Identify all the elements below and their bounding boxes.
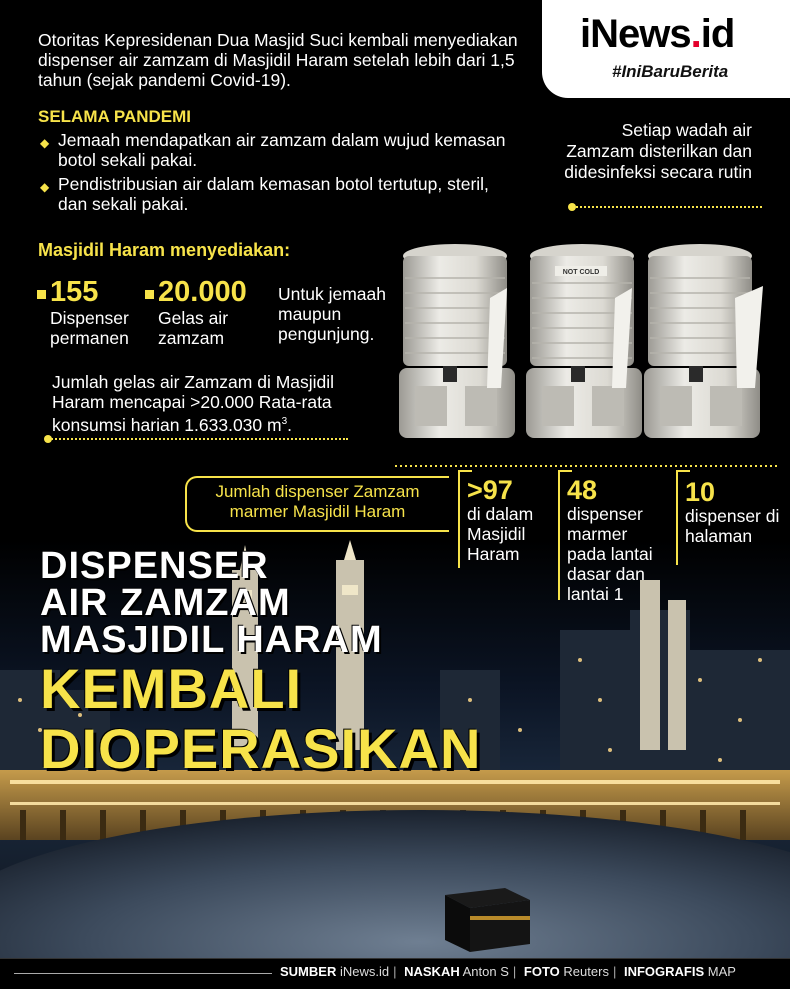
pandemic-heading: SELAMA PANDEMI <box>38 107 191 126</box>
dispenser-images <box>395 238 780 473</box>
total-consumption-text <box>52 372 352 435</box>
logo-dot: . <box>690 12 701 56</box>
credit-separator: | <box>393 964 397 979</box>
dispenser-1-icon <box>399 244 515 438</box>
footer-rule <box>14 973 272 974</box>
stat-dispenser-value: 155 <box>50 276 99 308</box>
headline-line-1: DISPENSER <box>40 545 269 587</box>
list-item <box>38 174 508 214</box>
credit-photo-value: Reuters <box>563 964 609 979</box>
list-item-text: Pendistribusian air dalam kemasan botol tertutup, steril, dan sekali pakai. <box>58 174 489 214</box>
marble-column-1-cap <box>458 470 472 472</box>
diamond-bullet-icon: ◆ <box>40 180 50 194</box>
dispenser-2-icon <box>526 244 642 438</box>
total-dot-icon <box>44 435 52 443</box>
list-item <box>38 130 508 170</box>
marble-column-3-value: 10 <box>685 477 716 507</box>
credit-source-label: SUMBER <box>280 964 337 979</box>
kaaba-icon <box>445 888 530 952</box>
credit-graphic-value: MAP <box>707 964 736 979</box>
headline-line-2: AIR ZAMZAM <box>40 582 291 624</box>
unit-superscript: 3 <box>281 416 288 427</box>
audience-text: Untuk jemaah maupun pengunjung. <box>278 284 386 344</box>
credit-source-value: iNews.id <box>339 964 390 979</box>
list-item-text: Jemaah mendapatkan air zamzam dalam wujud kemasan botol sekali pakai. <box>58 130 506 170</box>
marble-heading: Jumlah dispenser Zamzam marmer Masjidil Haram <box>215 482 420 521</box>
credit-author-value: Anton S <box>462 964 509 979</box>
headline-line-3: MASJIDIL HARAM <box>40 619 383 661</box>
marble-column-2-cap <box>558 470 572 472</box>
headline-line-5: DIOPERASIKAN <box>40 717 482 780</box>
marble-column-2-value: 48 <box>567 475 598 505</box>
intro-text: Otoritas Kepresidenan Dua Masjid Suci kembali menyediakan dispenser air zamzam di Masjidil Haram setelah lebih dari 1,5 tahun (sejak pandemi Covid-19). <box>38 30 518 90</box>
marble-column-1-value: >97 <box>467 475 513 505</box>
total-end: . <box>287 414 293 435</box>
credits <box>280 964 736 979</box>
marble-column-1-label: di dalam Masjidil Haram <box>467 504 534 564</box>
square-bullet-icon <box>145 290 154 299</box>
sterilization-note: Setiap wadah air Zamzam disterilkan dan didesinfeksi secara rutin <box>564 120 752 182</box>
dispensers-illustration <box>395 238 780 473</box>
stat-dispenser-label: Dispenser permanen <box>50 308 129 348</box>
logo-main: iNews <box>580 12 691 56</box>
square-bullet-icon <box>37 290 46 299</box>
credit-separator: | <box>612 964 617 979</box>
credit-photo-label: FOTO <box>523 964 560 979</box>
pandemic-list <box>38 130 508 218</box>
stat-cups-value: 20.000 <box>158 276 247 308</box>
dispenser-3-icon <box>644 244 763 438</box>
marble-column-3-label: dispenser di halaman <box>685 506 780 546</box>
dispenser-label: NOT COLD <box>562 269 600 276</box>
total-divider <box>48 438 348 440</box>
marble-column-3-rule <box>676 470 678 565</box>
headline-line-4: KEMBALI <box>40 657 303 720</box>
hashtag: #IniBaruBerita <box>612 62 729 81</box>
credit-author-label: NASKAH <box>404 964 460 979</box>
marble-column-1-rule <box>458 470 460 568</box>
sterilization-dot-icon <box>568 203 576 211</box>
logo-tld: id <box>700 12 735 56</box>
marble-column-2-label: dispenser marmer pada lantai dasar dan lantai 1 <box>567 504 653 604</box>
marble-column-3-cap <box>676 470 690 472</box>
brand-logo[interactable] <box>580 12 734 57</box>
diamond-bullet-icon: ◆ <box>40 136 50 150</box>
marble-column-2-rule <box>558 470 560 600</box>
sterilization-divider <box>572 206 762 208</box>
total-text: Jumlah gelas air Zamzam di Masjidil Haram mencapai >20.000 Rata-rata konsumsi harian 1.633.030 m <box>52 372 335 435</box>
credit-graphic-label: INFOGRAFIS <box>623 964 705 979</box>
stat-cups-label: Gelas air zamzam <box>158 308 229 348</box>
provides-heading: Masjidil Haram menyediakan: <box>38 240 291 260</box>
credit-separator: | <box>512 964 517 979</box>
